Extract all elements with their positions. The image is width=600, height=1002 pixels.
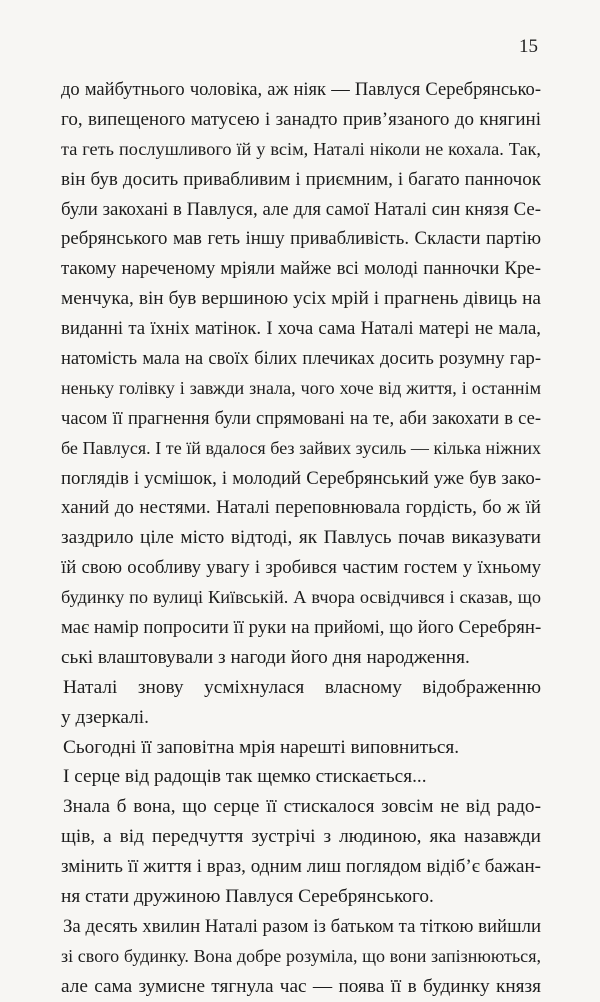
text-line: у дзеркалі. bbox=[61, 706, 149, 728]
text-line: натомість мала на своїх білих плечиках досить розумну гар- bbox=[61, 348, 541, 370]
text-line: та геть послушливого їй у всім, Наталі ніколи не кохала. Так, bbox=[61, 138, 541, 159]
text-line: ня стати дружиною Павлуся Серебрянського. bbox=[61, 886, 434, 908]
text-line: менчука, він був вершиною усіх мрій і прагнень дівиць на bbox=[61, 288, 541, 310]
body-text bbox=[61, 75, 541, 1002]
text-line: го, випещеного матусею і занадто прив’язаного до княгині bbox=[61, 108, 541, 130]
text-line: він був досить привабливим і приємним, і багато панночок bbox=[61, 168, 541, 190]
text-line: ханий до нестями. Наталі переповнювала гордість, бо ж їй bbox=[61, 497, 541, 519]
text-line: зі свого будинку. Вона добре розуміла, що вони запізнюються, bbox=[61, 945, 541, 966]
page-number: 15 bbox=[519, 36, 538, 57]
text-line: бе Павлуся. І те їй вдалося без зайвих зусиль — кілька ніжних bbox=[61, 437, 541, 458]
text-line: Сьогодні її заповітна мрія нарешті виповниться. bbox=[63, 736, 460, 758]
text-line: ребрянського мав геть іншу привабливість. Скласти партію bbox=[61, 228, 541, 250]
text-line: заздрило ціле місто відтоді, як Павлусь почав виказувати bbox=[61, 527, 541, 549]
text-line: має намір попросити її руки на прийомі, що його Серебрян- bbox=[61, 617, 542, 639]
text-line: поглядів і усмішок, і молодий Серебрянський уже був зако- bbox=[61, 467, 541, 489]
text-line: були закохані в Павлуся, але для самої Наталі син князя Се- bbox=[61, 198, 541, 220]
text-line: часом її прагнення були спрямовані на те, аби закохати в се- bbox=[61, 407, 541, 429]
text-line: будинку по вулиці Київській. А вчора освідчився і сказав, що bbox=[61, 587, 541, 608]
text-line: але сама зумисне тягнула час — поява її в будинку князя bbox=[61, 975, 541, 997]
text-line: до майбутнього чоловіка, аж ніяк — Павлуся Серебрянсько- bbox=[61, 79, 541, 100]
text-line: неньку голівку і завжди знала, чого хоче від життя, і останнім bbox=[61, 377, 541, 398]
text-line: ські влаштовували з нагоди його дня народження. bbox=[61, 646, 470, 668]
text-line: За десять хвилин Наталі разом із батьком та тіткою вийшли bbox=[63, 915, 541, 937]
text-line: змінить її життя і враз, одним лиш поглядом відібʼє бажан- bbox=[61, 856, 541, 878]
text-line: І серце від радощів так щемко стискається... bbox=[63, 766, 427, 788]
text-line: виданні та їхніх матінок. І хоча сама Наталі матері не мала, bbox=[61, 318, 541, 340]
text-line: такому нареченому мріяли майже всі молоді панночки Кре- bbox=[61, 258, 541, 280]
text-line: Знала б вона, що серце її стискалося зовсім не від радо- bbox=[63, 796, 541, 818]
text-line: Наталі знову усміхнулася власному відображенню bbox=[63, 676, 541, 698]
text-line: щів, а від передчуття зустрічі з людиною, яка назавжди bbox=[61, 826, 541, 848]
text-line: їй свою особливу увагу і зробився частим гостем у їхньому bbox=[61, 557, 541, 579]
